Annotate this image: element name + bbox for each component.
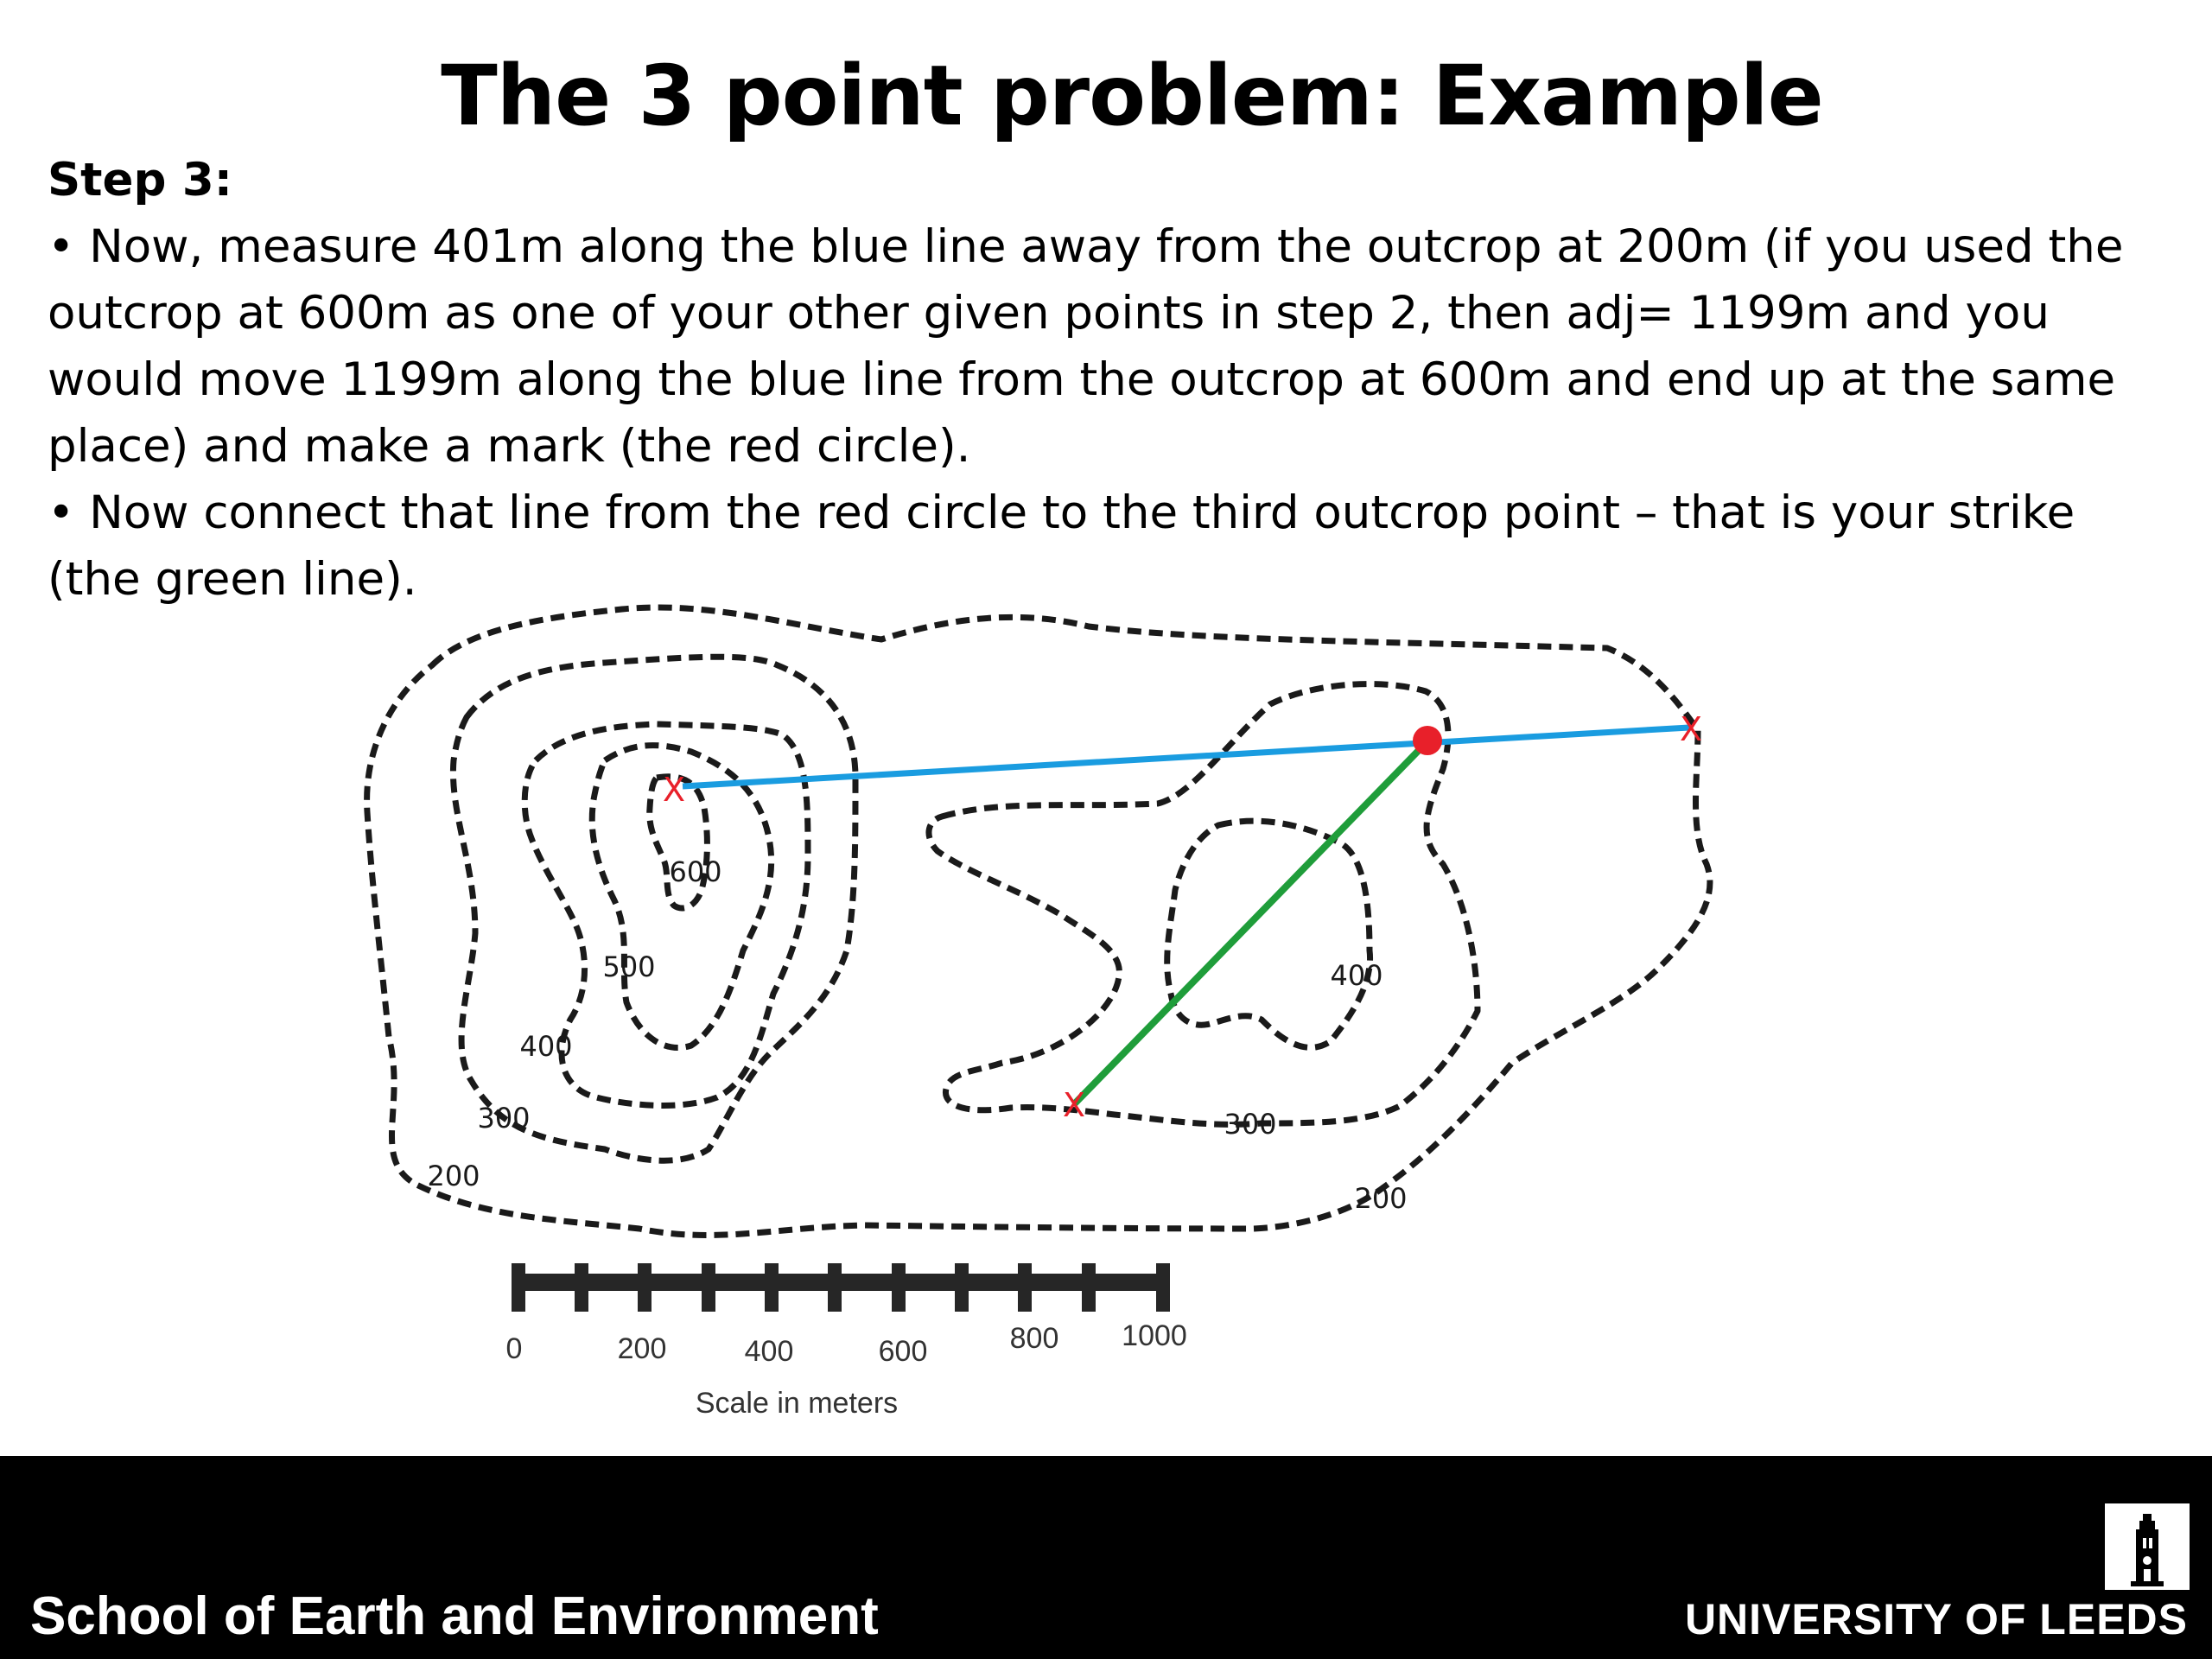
contour-label-300-right: 300 [1224,1108,1277,1141]
contour-300-left [453,657,855,1160]
footer-bar [0,1456,2212,1659]
outcrop-mark-300: X [1062,1086,1086,1124]
contour-label-600: 600 [669,855,722,888]
contour-label-200-left: 200 [427,1160,480,1192]
scale-tick-600: 600 [878,1335,928,1368]
university-name: UNIVERSITY OF LEEDS [1684,1595,2188,1643]
contour-label-400-right: 400 [1330,959,1383,992]
scale-bar [512,1263,1170,1312]
contour-label-200-right: 200 [1354,1182,1408,1215]
contour-300-right [929,684,1478,1125]
blue-line [683,728,1689,786]
bullet-connect: • Now connect that line from the red circle to the third outcrop point – that is your strike (the green line). [48,486,2075,606]
bullet-measure: • Now, measure 401m along the blue line away from the outcrop at 200m (if you used the outcrop at 600m as one of your other given points in step 2, then adj= 1199m and you would move 1199m along the blue line from the outcrop at 600m and end up at the same place) and make a mark (the red circle). [48,220,2124,473]
scale-tick-0: 0 [505,1332,523,1365]
university-tower-logo-icon [2105,1503,2190,1590]
scale-tick-800: 800 [1009,1322,1059,1355]
scale-tick-400: 400 [744,1335,794,1368]
scale-caption: Scale in meters [695,1387,899,1420]
step-label: Step 3: [48,154,232,207]
contour-400-right [1167,821,1370,1047]
outcrop-mark-200: X [1679,710,1703,748]
contour-label-500: 500 [602,950,656,983]
slide-title: The 3 point problem: Example [441,48,1823,144]
contour-200 [367,607,1710,1235]
strike-line [1074,741,1427,1104]
contour-label-400-left: 400 [519,1030,573,1063]
red-circle-marker [1413,726,1442,755]
scale-tick-200: 200 [617,1332,667,1365]
outcrop-mark-600: X [662,771,686,809]
scale-tick-1000: 1000 [1122,1319,1187,1352]
school-name: School of Earth and Environment [30,1586,879,1646]
contour-label-300-left: 300 [477,1102,531,1135]
